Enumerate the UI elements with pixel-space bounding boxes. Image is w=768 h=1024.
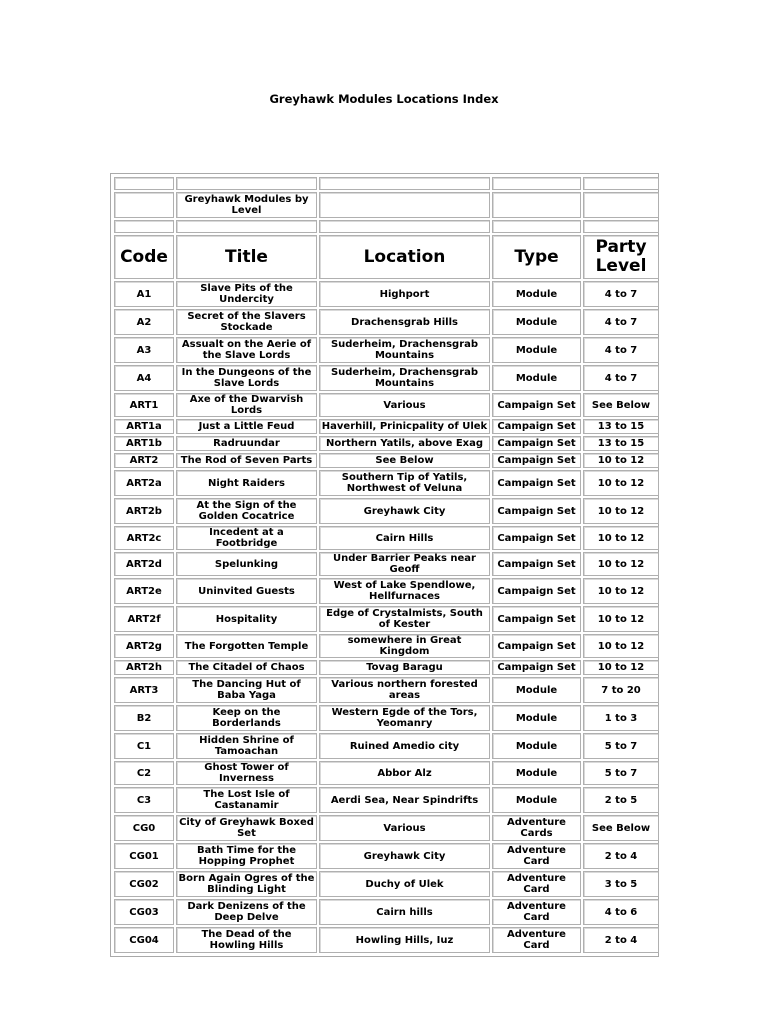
cell-code: ART2a: [114, 470, 174, 496]
cell-type: Campaign Set: [492, 526, 581, 550]
cell-title: The Dead of the Howling Hills: [176, 927, 317, 953]
cell-code: ART2d: [114, 552, 174, 576]
header-code: Code: [114, 235, 174, 279]
cell-party-level: 10 to 12: [583, 578, 659, 604]
cell-title: The Citadel of Chaos: [176, 660, 317, 675]
level-label-cell: Greyhawk Modules by Level: [176, 192, 317, 218]
cell-code: ART1a: [114, 419, 174, 434]
cell-code: C1: [114, 733, 174, 759]
cell-party-level: 4 to 7: [583, 281, 659, 307]
cell-title: The Forgotten Temple: [176, 634, 317, 658]
cell-location: Various: [319, 393, 490, 417]
cell-type: Campaign Set: [492, 578, 581, 604]
cell-code: C2: [114, 761, 174, 785]
cell-code: CG0: [114, 815, 174, 841]
cell-party-level: 10 to 12: [583, 498, 659, 524]
table-row: [114, 815, 659, 841]
table-row: [114, 281, 659, 307]
cell-party-level: 5 to 7: [583, 761, 659, 785]
cell-code: ART2e: [114, 578, 174, 604]
table-row: [114, 309, 659, 335]
header-title: Title: [176, 235, 317, 279]
cell-code: ART2f: [114, 606, 174, 632]
cell-party-level: 4 to 6: [583, 899, 659, 925]
locations-table: [112, 175, 661, 955]
cell-location: Various: [319, 815, 490, 841]
empty-cell: [176, 177, 317, 190]
cell-title: Bath Time for the Hopping Prophet: [176, 843, 317, 869]
cell-location: Southern Tip of Yatils, Northwest of Veluna: [319, 470, 490, 496]
cell-location: Various northern forested areas: [319, 677, 490, 703]
cell-party-level: 2 to 5: [583, 787, 659, 813]
cell-party-level: 10 to 12: [583, 453, 659, 468]
table-row: [114, 419, 659, 434]
cell-code: CG02: [114, 871, 174, 897]
cell-location: Greyhawk City: [319, 843, 490, 869]
cell-code: ART2b: [114, 498, 174, 524]
cell-title: Ghost Tower of Inverness: [176, 761, 317, 785]
cell-code: CG01: [114, 843, 174, 869]
cell-title: Axe of the Dwarvish Lords: [176, 393, 317, 417]
table-row: [114, 733, 659, 759]
empty-cell: [583, 177, 659, 190]
table-row: [114, 526, 659, 550]
table-row: [114, 552, 659, 576]
table-row: [114, 705, 659, 731]
header-type: Type: [492, 235, 581, 279]
empty-cell: [492, 192, 581, 218]
cell-code: A2: [114, 309, 174, 335]
cell-title: Radruundar: [176, 436, 317, 451]
cell-location: Haverhill, Prinicpality of Ulek: [319, 419, 490, 434]
cell-title: Hidden Shrine of Tamoachan: [176, 733, 317, 759]
cell-location: Howling Hills, Iuz: [319, 927, 490, 953]
cell-code: A3: [114, 337, 174, 363]
cell-party-level: 10 to 12: [583, 660, 659, 675]
cell-type: Campaign Set: [492, 393, 581, 417]
cell-location: Greyhawk City: [319, 498, 490, 524]
cell-party-level: 2 to 4: [583, 843, 659, 869]
cell-location: Suderheim, Drachensgrab Mountains: [319, 337, 490, 363]
cell-code: ART2g: [114, 634, 174, 658]
cell-title: City of Greyhawk Boxed Set: [176, 815, 317, 841]
cell-type: Adventure Cards: [492, 815, 581, 841]
table-row: [114, 470, 659, 496]
cell-party-level: 7 to 20: [583, 677, 659, 703]
cell-location: Cairn hills: [319, 899, 490, 925]
empty-cell: [492, 177, 581, 190]
table-row: [114, 761, 659, 785]
table-row: [114, 498, 659, 524]
cell-party-level: 5 to 7: [583, 733, 659, 759]
header-row: [114, 235, 659, 279]
empty-cell: [492, 220, 581, 233]
cell-location: Western Egde of the Tors, Yeomanry: [319, 705, 490, 731]
cell-type: Module: [492, 761, 581, 785]
spacer-row: [114, 220, 659, 233]
cell-code: ART1b: [114, 436, 174, 451]
cell-type: Campaign Set: [492, 498, 581, 524]
cell-location: West of Lake Spendlowe, Hellfurnaces: [319, 578, 490, 604]
empty-cell: [319, 177, 490, 190]
table-row: [114, 927, 659, 953]
cell-code: ART2: [114, 453, 174, 468]
table-row: [114, 843, 659, 869]
cell-code: A1: [114, 281, 174, 307]
cell-type: Campaign Set: [492, 606, 581, 632]
cell-title: At the Sign of the Golden Cocatrice: [176, 498, 317, 524]
table-row: [114, 436, 659, 451]
cell-type: Module: [492, 365, 581, 391]
empty-cell: [114, 220, 174, 233]
table-row: [114, 787, 659, 813]
cell-code: ART1: [114, 393, 174, 417]
cell-party-level: 2 to 4: [583, 927, 659, 953]
cell-location: somewhere in Great Kingdom: [319, 634, 490, 658]
cell-location: Edge of Crystalmists, South of Kester: [319, 606, 490, 632]
cell-location: Cairn Hills: [319, 526, 490, 550]
cell-location: Suderheim, Drachensgrab Mountains: [319, 365, 490, 391]
empty-cell: [319, 192, 490, 218]
cell-type: Module: [492, 677, 581, 703]
cell-title: Dark Denizens of the Deep Delve: [176, 899, 317, 925]
table-row: [114, 634, 659, 658]
table-row: [114, 871, 659, 897]
cell-title: Night Raiders: [176, 470, 317, 496]
cell-party-level: 13 to 15: [583, 419, 659, 434]
cell-title: Slave Pits of the Undercity: [176, 281, 317, 307]
header-party-level: Party Level: [583, 235, 659, 279]
cell-code: ART3: [114, 677, 174, 703]
cell-party-level: 10 to 12: [583, 634, 659, 658]
cell-type: Adventure Card: [492, 899, 581, 925]
cell-title: Keep on the Borderlands: [176, 705, 317, 731]
cell-location: Northern Yatils, above Exag: [319, 436, 490, 451]
cell-location: Tovag Baragu: [319, 660, 490, 675]
cell-party-level: 4 to 7: [583, 337, 659, 363]
table-row: [114, 453, 659, 468]
cell-type: Module: [492, 705, 581, 731]
cell-title: Hospitality: [176, 606, 317, 632]
table-row: [114, 393, 659, 417]
cell-party-level: 3 to 5: [583, 871, 659, 897]
table-row: [114, 337, 659, 363]
cell-type: Module: [492, 309, 581, 335]
empty-cell: [114, 177, 174, 190]
cell-code: ART2c: [114, 526, 174, 550]
cell-type: Campaign Set: [492, 634, 581, 658]
empty-cell: [176, 220, 317, 233]
cell-title: In the Dungeons of the Slave Lords: [176, 365, 317, 391]
cell-code: B2: [114, 705, 174, 731]
cell-title: The Dancing Hut of Baba Yaga: [176, 677, 317, 703]
cell-location: Highport: [319, 281, 490, 307]
cell-title: Uninvited Guests: [176, 578, 317, 604]
cell-type: Adventure Card: [492, 871, 581, 897]
cell-type: Module: [492, 787, 581, 813]
cell-party-level: See Below: [583, 815, 659, 841]
cell-type: Campaign Set: [492, 552, 581, 576]
cell-type: Campaign Set: [492, 470, 581, 496]
cell-location: Abbor Alz: [319, 761, 490, 785]
cell-type: Module: [492, 281, 581, 307]
cell-party-level: 4 to 7: [583, 365, 659, 391]
locations-table-frame: [110, 173, 659, 957]
cell-location: Ruined Amedio city: [319, 733, 490, 759]
table-row: [114, 899, 659, 925]
cell-code: CG03: [114, 899, 174, 925]
cell-title: Assualt on the Aerie of the Slave Lords: [176, 337, 317, 363]
empty-cell: [114, 192, 174, 218]
cell-type: Module: [492, 337, 581, 363]
cell-code: CG04: [114, 927, 174, 953]
cell-location: See Below: [319, 453, 490, 468]
cell-title: The Rod of Seven Parts: [176, 453, 317, 468]
table-row: [114, 660, 659, 675]
cell-location: Drachensgrab Hills: [319, 309, 490, 335]
cell-title: Born Again Ogres of the Blinding Light: [176, 871, 317, 897]
level-label-row: [114, 192, 659, 218]
cell-party-level: 10 to 12: [583, 552, 659, 576]
cell-type: Campaign Set: [492, 419, 581, 434]
table-row: [114, 606, 659, 632]
cell-code: C3: [114, 787, 174, 813]
header-location: Location: [319, 235, 490, 279]
empty-cell: [583, 192, 659, 218]
cell-location: Aerdi Sea, Near Spindrifts: [319, 787, 490, 813]
cell-party-level: 13 to 15: [583, 436, 659, 451]
cell-location: Duchy of Ulek: [319, 871, 490, 897]
cell-party-level: 4 to 7: [583, 309, 659, 335]
cell-title: Spelunking: [176, 552, 317, 576]
cell-title: The Lost Isle of Castanamir: [176, 787, 317, 813]
cell-party-level: See Below: [583, 393, 659, 417]
cell-type: Campaign Set: [492, 660, 581, 675]
cell-title: Incedent at a Footbridge: [176, 526, 317, 550]
cell-type: Adventure Card: [492, 927, 581, 953]
cell-location: Under Barrier Peaks near Geoff: [319, 552, 490, 576]
cell-title: Secret of the Slavers Stockade: [176, 309, 317, 335]
table-row: [114, 677, 659, 703]
page-title: Greyhawk Modules Locations Index: [269, 92, 499, 106]
cell-code: A4: [114, 365, 174, 391]
empty-cell: [583, 220, 659, 233]
cell-type: Campaign Set: [492, 436, 581, 451]
cell-code: ART2h: [114, 660, 174, 675]
spacer-row: [114, 177, 659, 190]
cell-type: Adventure Card: [492, 843, 581, 869]
cell-party-level: 10 to 12: [583, 606, 659, 632]
cell-type: Campaign Set: [492, 453, 581, 468]
table-row: [114, 365, 659, 391]
cell-party-level: 1 to 3: [583, 705, 659, 731]
table-row: [114, 578, 659, 604]
cell-party-level: 10 to 12: [583, 470, 659, 496]
cell-party-level: 10 to 12: [583, 526, 659, 550]
cell-type: Module: [492, 733, 581, 759]
empty-cell: [319, 220, 490, 233]
cell-title: Just a Little Feud: [176, 419, 317, 434]
